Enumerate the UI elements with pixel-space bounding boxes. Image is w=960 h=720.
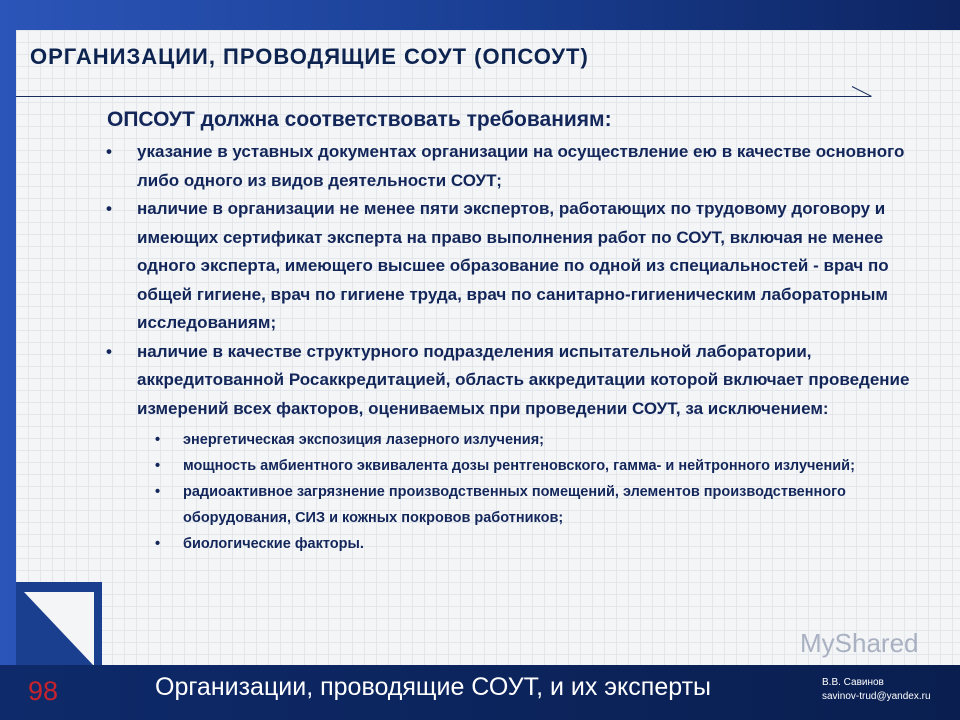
- title-divider: [16, 96, 871, 97]
- list-item-text: наличие в качестве структурного подразделения испытательной лаборатории, аккредитованной Росаккредитацией, область аккредитации которой включает проведение измерений всех факторов, оцениваемых при проведении СОУТ, за исключением:: [137, 341, 910, 418]
- sub-list-item: • мощность амбиентного эквивалента дозы рентгеновского, гамма- и нейтронного излучений;: [137, 453, 932, 479]
- author-info: [822, 676, 931, 704]
- sub-list-item: • радиоактивное загрязнение производственных помещений, элементов производственного оборудования, СИЗ и кожных покровов работников;: [137, 479, 932, 531]
- watermark-logo: MyShared: [800, 628, 919, 658]
- sub-list-item: • энергетическая экспозиция лазерного излучения;: [137, 427, 932, 453]
- author-name: В.В. Савинов: [822, 677, 884, 688]
- requirements-list: [107, 138, 932, 557]
- list-item: [107, 338, 932, 558]
- slide-content: [107, 108, 932, 557]
- page-number: 98: [28, 676, 59, 706]
- sub-list-item: • биологические факторы.: [137, 531, 932, 557]
- exceptions-list: [137, 427, 932, 557]
- footer-title: Организации, проводящие СОУТ, и их эксперты: [155, 673, 711, 701]
- author-email: savinov-trud@yandex.ru: [822, 691, 931, 702]
- content-heading: ОПСОУТ должна соответствовать требованиям:: [107, 108, 612, 131]
- list-item: • указание в уставных документах организации на осуществление ею в качестве основного либо одного из видов деятельности СОУТ;: [107, 138, 932, 195]
- slide-title: ОРГАНИЗАЦИИ, ПРОВОДЯЩИЕ СОУТ (ОПСОУТ): [30, 44, 589, 69]
- list-item: • наличие в организации не менее пяти экспертов, работающих по трудовому договору и имеющих сертификат эксперта на право выполнения работ по СОУТ, включая не менее одного эксперта, имеющего высшее образование по одной из специальностей - врач по общей гигиене, врач по гигиене труда, врач по санитарно-гигиеническим лабораторным исследованиям;: [107, 195, 932, 338]
- corner-decoration: [16, 582, 102, 666]
